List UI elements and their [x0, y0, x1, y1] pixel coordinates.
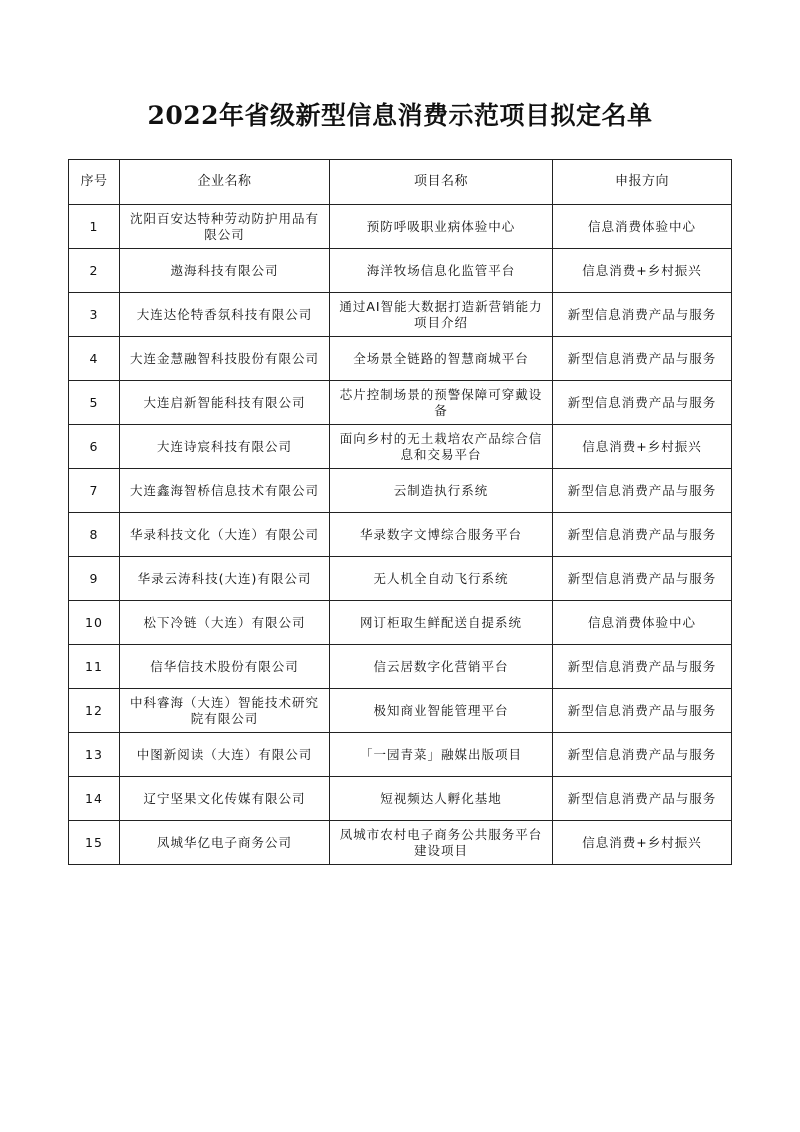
table-row: [69, 821, 732, 865]
company-name-cell: 大连达伦特香氛科技有限公司: [120, 293, 330, 337]
table-row: [69, 645, 732, 689]
company-name-cell: 沈阳百安达特种劳动防护用品有限公司: [120, 205, 330, 249]
page-title: 2022年省级新型信息消费示范项目拟定名单: [147, 101, 653, 130]
company-name-cell: 中科睿海（大连）智能技术研究院有限公司: [120, 689, 330, 733]
table-row: [69, 733, 732, 777]
direction-cell: 新型信息消费产品与服务: [553, 733, 732, 777]
direction-cell: 信息消费+乡村振兴: [553, 249, 732, 293]
table-row: [69, 337, 732, 381]
table-row: [69, 601, 732, 645]
serial-number-cell: 7: [69, 469, 120, 513]
company-name-cell: 华录云涛科技(大连)有限公司: [120, 557, 330, 601]
table-row: [69, 293, 732, 337]
company-name-cell: 大连鑫海智桥信息技术有限公司: [120, 469, 330, 513]
company-name-cell: 大连金慧融智科技股份有限公司: [120, 337, 330, 381]
company-name-cell: 华录科技文化（大连）有限公司: [120, 513, 330, 557]
serial-number-cell: 3: [69, 293, 120, 337]
direction-cell: 信息消费体验中心: [553, 601, 732, 645]
serial-number-cell: 14: [69, 777, 120, 821]
serial-number-cell: 13: [69, 733, 120, 777]
company-name-cell: 松下冷链（大连）有限公司: [120, 601, 330, 645]
serial-number-cell: 1: [69, 205, 120, 249]
project-name-cell: 全场景全链路的智慧商城平台: [330, 337, 553, 381]
project-name-cell: 无人机全自动飞行系统: [330, 557, 553, 601]
project-name-cell: 凤城市农村电子商务公共服务平台建设项目: [330, 821, 553, 865]
project-name-cell: 海洋牧场信息化监管平台: [330, 249, 553, 293]
project-list-table: [68, 159, 732, 865]
table-row: [69, 249, 732, 293]
project-name-cell: 芯片控制场景的预警保障可穿戴设备: [330, 381, 553, 425]
table-header-row: [69, 160, 732, 205]
direction-cell: 信息消费+乡村振兴: [553, 821, 732, 865]
company-name-cell: 凤城华亿电子商务公司: [120, 821, 330, 865]
header-serial-number: 序号: [69, 160, 120, 205]
company-name-cell: 辽宁坚果文化传媒有限公司: [120, 777, 330, 821]
table-row: [69, 205, 732, 249]
project-name-cell: 「一园青菜」融媒出版项目: [330, 733, 553, 777]
project-name-cell: 极知商业智能管理平台: [330, 689, 553, 733]
direction-cell: 新型信息消费产品与服务: [553, 645, 732, 689]
direction-cell: 新型信息消费产品与服务: [553, 381, 732, 425]
serial-number-cell: 15: [69, 821, 120, 865]
serial-number-cell: 12: [69, 689, 120, 733]
project-name-cell: 面向乡村的无土栽培农产品综合信息和交易平台: [330, 425, 553, 469]
serial-number-cell: 10: [69, 601, 120, 645]
direction-cell: 信息消费体验中心: [553, 205, 732, 249]
direction-cell: 新型信息消费产品与服务: [553, 293, 732, 337]
direction-cell: 新型信息消费产品与服务: [553, 469, 732, 513]
serial-number-cell: 9: [69, 557, 120, 601]
project-name-cell: 预防呼吸职业病体验中心: [330, 205, 553, 249]
table-row: [69, 557, 732, 601]
table-row: [69, 513, 732, 557]
table-row: [69, 689, 732, 733]
serial-number-cell: 5: [69, 381, 120, 425]
table-row: [69, 425, 732, 469]
project-name-cell: 通过AI智能大数据打造新营销能力项目介绍: [330, 293, 553, 337]
project-name-cell: 信云居数字化营销平台: [330, 645, 553, 689]
project-name-cell: 云制造执行系统: [330, 469, 553, 513]
project-name-cell: 华录数字文博综合服务平台: [330, 513, 553, 557]
company-name-cell: 信华信技术股份有限公司: [120, 645, 330, 689]
serial-number-cell: 11: [69, 645, 120, 689]
direction-cell: 新型信息消费产品与服务: [553, 557, 732, 601]
company-name-cell: 大连启新智能科技有限公司: [120, 381, 330, 425]
table-row: [69, 469, 732, 513]
company-name-cell: 大连诗宸科技有限公司: [120, 425, 330, 469]
serial-number-cell: 6: [69, 425, 120, 469]
header-application-direction: 申报方向: [553, 160, 732, 205]
project-name-cell: 网订柜取生鲜配送自提系统: [330, 601, 553, 645]
direction-cell: 新型信息消费产品与服务: [553, 513, 732, 557]
serial-number-cell: 8: [69, 513, 120, 557]
header-company-name: 企业名称: [120, 160, 330, 205]
header-project-name: 项目名称: [330, 160, 553, 205]
serial-number-cell: 2: [69, 249, 120, 293]
project-name-cell: 短视频达人孵化基地: [330, 777, 553, 821]
direction-cell: 信息消费+乡村振兴: [553, 425, 732, 469]
serial-number-cell: 4: [69, 337, 120, 381]
company-name-cell: 中图新阅读（大连）有限公司: [120, 733, 330, 777]
direction-cell: 新型信息消费产品与服务: [553, 337, 732, 381]
direction-cell: 新型信息消费产品与服务: [553, 777, 732, 821]
table-row: [69, 381, 732, 425]
direction-cell: 新型信息消费产品与服务: [553, 689, 732, 733]
company-name-cell: 遨海科技有限公司: [120, 249, 330, 293]
table-row: [69, 777, 732, 821]
